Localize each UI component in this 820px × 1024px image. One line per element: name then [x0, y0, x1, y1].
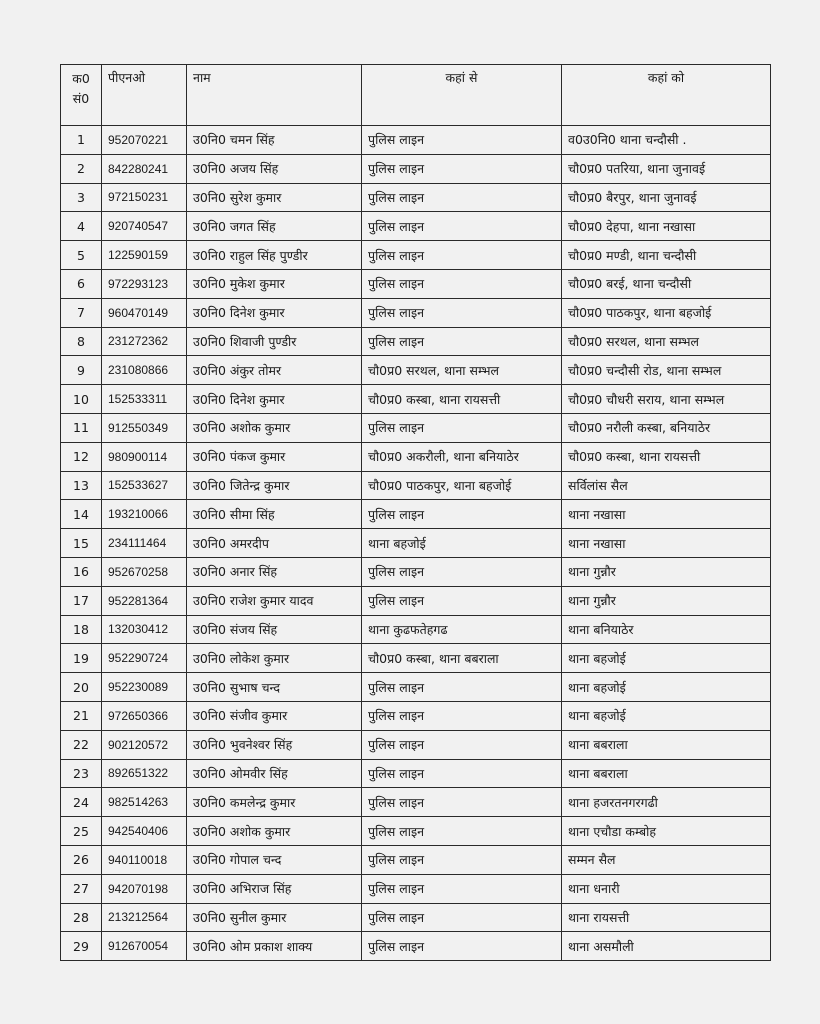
- table-row: [61, 586, 771, 615]
- table-row: [61, 874, 771, 903]
- cell-from: पुलिस लाइन: [362, 788, 562, 817]
- cell-name: उ0नि0 पंकज कुमार: [187, 442, 362, 471]
- cell-from: पुलिस लाइन: [362, 298, 562, 327]
- table-row: [61, 385, 771, 414]
- transfer-table: [60, 64, 771, 961]
- table-row: [61, 126, 771, 155]
- cell-to: थाना गुन्नौर: [562, 586, 771, 615]
- cell-to: चौ0प्र0 पतरिया, थाना जुनावई: [562, 154, 771, 183]
- cell-name: उ0नि0 सुरेश कुमार: [187, 183, 362, 212]
- cell-pno: 902120572: [102, 730, 187, 759]
- cell-from: पुलिस लाइन: [362, 241, 562, 270]
- table-row: [61, 298, 771, 327]
- table-row: [61, 356, 771, 385]
- cell-name: उ0नि0 जगत सिंह: [187, 212, 362, 241]
- cell-serial-number: 21: [61, 701, 102, 730]
- cell-name: उ0नि0 संजय सिंह: [187, 615, 362, 644]
- cell-from: पुलिस लाइन: [362, 932, 562, 961]
- header-from: कहां से: [362, 65, 562, 126]
- cell-to: थाना हजरतनगरगढी: [562, 788, 771, 817]
- table-row: [61, 557, 771, 586]
- cell-serial-number: 1: [61, 126, 102, 155]
- cell-pno: 213212564: [102, 903, 187, 932]
- cell-pno: 234111464: [102, 529, 187, 558]
- cell-to: चौ0प्र0 बरई, थाना चन्दौसी: [562, 269, 771, 298]
- cell-serial-number: 6: [61, 269, 102, 298]
- cell-from: पुलिस लाइन: [362, 903, 562, 932]
- cell-pno: 132030412: [102, 615, 187, 644]
- cell-name: उ0नि0 सीमा सिंह: [187, 500, 362, 529]
- header-serial-line2: सं0: [72, 91, 90, 106]
- cell-to: चौ0प्र0 नरौली कस्बा, बनियाठेर: [562, 413, 771, 442]
- cell-serial-number: 5: [61, 241, 102, 270]
- cell-from: पुलिस लाइन: [362, 126, 562, 155]
- cell-pno: 231272362: [102, 327, 187, 356]
- cell-serial-number: 9: [61, 356, 102, 385]
- cell-serial-number: 10: [61, 385, 102, 414]
- cell-pno: 960470149: [102, 298, 187, 327]
- cell-name: उ0नि0 अजय सिंह: [187, 154, 362, 183]
- cell-pno: 952281364: [102, 586, 187, 615]
- cell-from: पुलिस लाइन: [362, 845, 562, 874]
- cell-name: उ0नि0 अंकुर तोमर: [187, 356, 362, 385]
- cell-name: उ0नि0 भुवनेश्वर सिंह: [187, 730, 362, 759]
- cell-serial-number: 19: [61, 644, 102, 673]
- cell-from: चौ0प्र0 पाठकपुर, थाना बहजोई: [362, 471, 562, 500]
- header-serial-number: [61, 65, 102, 126]
- cell-to: थाना बबराला: [562, 759, 771, 788]
- cell-name: उ0नि0 राहुल सिंह पुण्डीर: [187, 241, 362, 270]
- table-row: [61, 932, 771, 961]
- cell-pno: 231080866: [102, 356, 187, 385]
- cell-to: चौ0प्र0 पाठकपुर, थाना बहजोई: [562, 298, 771, 327]
- cell-to: सम्मन सैल: [562, 845, 771, 874]
- cell-pno: 152533627: [102, 471, 187, 500]
- cell-to: चौ0प्र0 मण्डी, थाना चन्दौसी: [562, 241, 771, 270]
- table-row: [61, 845, 771, 874]
- cell-to: चौ0प्र0 चौधरी सराय, थाना सम्भल: [562, 385, 771, 414]
- cell-from: पुलिस लाइन: [362, 730, 562, 759]
- cell-name: उ0नि0 लोकेश कुमार: [187, 644, 362, 673]
- cell-from: पुलिस लाइन: [362, 327, 562, 356]
- cell-from: चौ0प्र0 कस्बा, थाना रायसत्ती: [362, 385, 562, 414]
- cell-name: उ0नि0 शिवाजी पुण्डीर: [187, 327, 362, 356]
- table-row: [61, 644, 771, 673]
- cell-from: पुलिस लाइन: [362, 673, 562, 702]
- table-row: [61, 701, 771, 730]
- cell-pno: 972650366: [102, 701, 187, 730]
- cell-name: उ0नि0 कमलेन्द्र कुमार: [187, 788, 362, 817]
- table-row: [61, 471, 771, 500]
- cell-from: चौ0प्र0 अकरौली, थाना बनियाठेर: [362, 442, 562, 471]
- cell-name: उ0नि0 चमन सिंह: [187, 126, 362, 155]
- cell-pno: 982514263: [102, 788, 187, 817]
- table-row: [61, 529, 771, 558]
- cell-name: उ0नि0 दिनेश कुमार: [187, 298, 362, 327]
- cell-to: थाना असमौली: [562, 932, 771, 961]
- cell-to: थाना नखासा: [562, 529, 771, 558]
- cell-to: व0उ0नि0 थाना चन्दौसी .: [562, 126, 771, 155]
- cell-pno: 193210066: [102, 500, 187, 529]
- cell-from: चौ0प्र0 कस्बा, थाना बबराला: [362, 644, 562, 673]
- header-to: कहां को: [562, 65, 771, 126]
- cell-serial-number: 17: [61, 586, 102, 615]
- cell-name: उ0नि0 ओमवीर सिंह: [187, 759, 362, 788]
- table-row: [61, 759, 771, 788]
- cell-pno: 952290724: [102, 644, 187, 673]
- table-row: [61, 788, 771, 817]
- cell-serial-number: 14: [61, 500, 102, 529]
- cell-to: सर्विलांस सैल: [562, 471, 771, 500]
- table-row: [61, 183, 771, 212]
- cell-serial-number: 22: [61, 730, 102, 759]
- cell-to: थाना रायसत्ती: [562, 903, 771, 932]
- cell-from: पुलिस लाइन: [362, 212, 562, 241]
- table-header: [61, 65, 771, 126]
- cell-pno: 920740547: [102, 212, 187, 241]
- cell-to: थाना बहजोई: [562, 644, 771, 673]
- cell-from: थाना कुढफतेहगढ: [362, 615, 562, 644]
- table-row: [61, 730, 771, 759]
- cell-name: उ0नि0 अशोक कुमार: [187, 817, 362, 846]
- cell-name: उ0नि0 गोपाल चन्द: [187, 845, 362, 874]
- cell-serial-number: 16: [61, 557, 102, 586]
- cell-serial-number: 29: [61, 932, 102, 961]
- cell-name: उ0नि0 राजेश कुमार यादव: [187, 586, 362, 615]
- cell-serial-number: 3: [61, 183, 102, 212]
- cell-from: पुलिस लाइन: [362, 701, 562, 730]
- cell-name: उ0नि0 अशोक कुमार: [187, 413, 362, 442]
- table-row: [61, 327, 771, 356]
- cell-pno: 912550349: [102, 413, 187, 442]
- cell-from: पुलिस लाइन: [362, 413, 562, 442]
- cell-from: पुलिस लाइन: [362, 817, 562, 846]
- table-row: [61, 413, 771, 442]
- cell-serial-number: 15: [61, 529, 102, 558]
- cell-serial-number: 20: [61, 673, 102, 702]
- cell-serial-number: 7: [61, 298, 102, 327]
- table-row: [61, 817, 771, 846]
- cell-serial-number: 26: [61, 845, 102, 874]
- cell-name: उ0नि0 सुभाष चन्द: [187, 673, 362, 702]
- table-body: [61, 126, 771, 961]
- cell-to: चौ0प्र0 बैरपुर, थाना जुनावई: [562, 183, 771, 212]
- cell-pno: 952070221: [102, 126, 187, 155]
- cell-serial-number: 13: [61, 471, 102, 500]
- cell-pno: 972293123: [102, 269, 187, 298]
- cell-pno: 942070198: [102, 874, 187, 903]
- cell-from: पुलिस लाइन: [362, 500, 562, 529]
- cell-pno: 912670054: [102, 932, 187, 961]
- cell-to: थाना नखासा: [562, 500, 771, 529]
- cell-serial-number: 28: [61, 903, 102, 932]
- cell-serial-number: 11: [61, 413, 102, 442]
- header-row: [61, 65, 771, 126]
- cell-serial-number: 4: [61, 212, 102, 241]
- cell-name: उ0नि0 अनार सिंह: [187, 557, 362, 586]
- cell-from: पुलिस लाइन: [362, 759, 562, 788]
- cell-serial-number: 2: [61, 154, 102, 183]
- cell-serial-number: 27: [61, 874, 102, 903]
- cell-to: चौ0प्र0 चन्दौसी रोड, थाना सम्भल: [562, 356, 771, 385]
- cell-from: थाना बहजोई: [362, 529, 562, 558]
- table-row: [61, 154, 771, 183]
- cell-to: थाना बबराला: [562, 730, 771, 759]
- header-name: नाम: [187, 65, 362, 126]
- header-pno: पीएनओ: [102, 65, 187, 126]
- cell-pno: 122590159: [102, 241, 187, 270]
- cell-pno: 952670258: [102, 557, 187, 586]
- cell-to: थाना एचौडा कम्बोह: [562, 817, 771, 846]
- table-row: [61, 442, 771, 471]
- cell-from: पुलिस लाइन: [362, 874, 562, 903]
- cell-to: थाना गुन्नौर: [562, 557, 771, 586]
- cell-name: उ0नि0 सुनील कुमार: [187, 903, 362, 932]
- cell-to: थाना धनारी: [562, 874, 771, 903]
- cell-serial-number: 8: [61, 327, 102, 356]
- cell-pno: 892651322: [102, 759, 187, 788]
- table-row: [61, 673, 771, 702]
- cell-pno: 972150231: [102, 183, 187, 212]
- table-row: [61, 269, 771, 298]
- cell-name: उ0नि0 दिनेश कुमार: [187, 385, 362, 414]
- cell-from: पुलिस लाइन: [362, 557, 562, 586]
- cell-to: चौ0प्र0 देहपा, थाना नखासा: [562, 212, 771, 241]
- cell-serial-number: 24: [61, 788, 102, 817]
- table-row: [61, 500, 771, 529]
- cell-name: उ0नि0 अमरदीप: [187, 529, 362, 558]
- cell-serial-number: 18: [61, 615, 102, 644]
- table-row: [61, 241, 771, 270]
- cell-pno: 152533311: [102, 385, 187, 414]
- table-row: [61, 212, 771, 241]
- cell-to: थाना बहजोई: [562, 673, 771, 702]
- cell-from: पुलिस लाइन: [362, 586, 562, 615]
- cell-to: थाना बनियाठेर: [562, 615, 771, 644]
- cell-name: उ0नि0 ओम प्रकाश शाक्य: [187, 932, 362, 961]
- cell-name: उ0नि0 संजीव कुमार: [187, 701, 362, 730]
- table-row: [61, 615, 771, 644]
- cell-from: चौ0प्र0 सरथल, थाना सम्भल: [362, 356, 562, 385]
- cell-to: चौ0प्र0 सरथल, थाना सम्भल: [562, 327, 771, 356]
- cell-serial-number: 25: [61, 817, 102, 846]
- cell-name: उ0नि0 मुकेश कुमार: [187, 269, 362, 298]
- cell-name: उ0नि0 अभिराज सिंह: [187, 874, 362, 903]
- cell-pno: 980900114: [102, 442, 187, 471]
- cell-pno: 842280241: [102, 154, 187, 183]
- cell-to: चौ0प्र0 कस्बा, थाना रायसत्ती: [562, 442, 771, 471]
- cell-pno: 942540406: [102, 817, 187, 846]
- cell-from: पुलिस लाइन: [362, 154, 562, 183]
- table-row: [61, 903, 771, 932]
- cell-from: पुलिस लाइन: [362, 269, 562, 298]
- cell-to: थाना बहजोई: [562, 701, 771, 730]
- cell-pno: 952230089: [102, 673, 187, 702]
- cell-name: उ0नि0 जितेन्द्र कुमार: [187, 471, 362, 500]
- header-serial-line1: क0: [72, 71, 90, 86]
- cell-from: पुलिस लाइन: [362, 183, 562, 212]
- cell-serial-number: 23: [61, 759, 102, 788]
- cell-pno: 940110018: [102, 845, 187, 874]
- cell-serial-number: 12: [61, 442, 102, 471]
